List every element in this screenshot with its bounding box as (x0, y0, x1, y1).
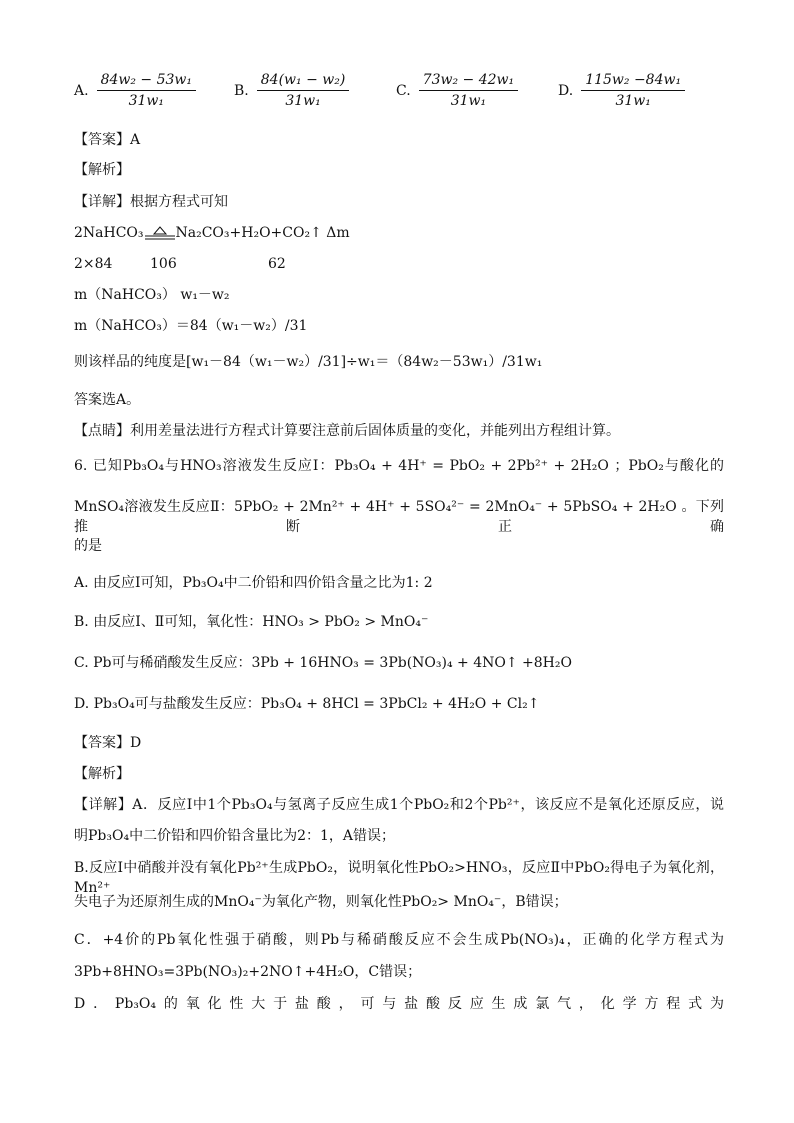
q5-equation (74, 223, 350, 243)
q6-option-a: A. 由反应Ⅰ可知，Pb₃O₄中二价铅和四价铅含量之比为1: 2 (74, 575, 433, 591)
q5-choice: 答案选A。 (74, 392, 141, 408)
option-b-label: B. (234, 82, 249, 99)
option-b-denominator: 31w₁ (285, 93, 321, 109)
option-a (74, 70, 196, 111)
q6-detail-c-line2: 3Pb+8HNO₃=3Pb(NO₃)₂+2NO↑+4H₂O，C错误； (74, 964, 422, 980)
q6-option-d: D. Pb₃O₄可与盐酸发生反应：Pb₃O₄ + 8HCl = 3PbCl₂ + 4H₂O + Cl₂↑ (74, 696, 540, 712)
option-c-numerator: 73w₂ − 42w₁ (419, 70, 518, 91)
q6-detail-b-line2: 失电子为还原剂生成的MnO₄⁻为氧化产物，则氧化性PbO₂> MnO₄⁻，B错误； (74, 894, 568, 910)
option-d-denominator: 31w₁ (615, 93, 651, 109)
option-d-numerator: 115w₂ −84w₁ (581, 70, 685, 91)
q6-detail-b-line1: B.反应Ⅰ中硝酸并没有氧化Pb²⁺生成PbO₂，说明氧化性PbO₂>HNO₃，反应Ⅱ中PbO₂得电子为氧化剂，Mn²⁺ (74, 860, 724, 896)
q6-option-b: B. 由反应Ⅰ、Ⅱ可知，氧化性：HNO₃ > PbO₂ > MnO₄⁻ (74, 614, 429, 630)
q5-analysis-heading: 【解析】 (74, 162, 130, 178)
q5-mass-result: m（NaHCO₃）＝84（w₁－w₂）/31 (74, 318, 308, 334)
equation-reactant: 2NaHCO₃ (74, 225, 144, 241)
q6-option-c: C. Pb可与稀硝酸发生反应：3Pb + 16HNO₃ = 3Pb(NO₃)₄ + 4NO↑ +8H₂O (74, 655, 572, 671)
option-a-denominator: 31w₁ (128, 93, 164, 109)
q5-detail-intro: 【详解】根据方程式可知 (74, 194, 228, 210)
q5-purity: 则该样品的纯度是[w₁－84（w₁－w₂）/31]÷w₁＝（84w₂－53w₁）/31w₁ (74, 354, 543, 370)
coef-delta-m: 62 (268, 256, 286, 272)
option-b (234, 70, 349, 111)
option-c-label: C. (396, 82, 411, 99)
q6-analysis-heading: 【解析】 (74, 766, 130, 782)
option-b-fraction (257, 70, 350, 111)
q6-stem-line1: 6. 已知Pb₃O₄与HNO₃溶液发生反应Ⅰ：Pb₃O₄ + 4H⁺ = PbO₂ + 2Pb²⁺ + 2H₂O ；PbO₂与酸化的 (74, 458, 724, 474)
q6-answer: 【答案】D (74, 735, 142, 751)
q6-detail-a-line1: 【详解】A．反应Ⅰ中1个Pb₃O₄与氢离子反应生成1个PbO₂和2个Pb²⁺，该反应不是氧化还原反应，说 (74, 797, 724, 813)
option-d-fraction (581, 70, 685, 111)
coef-nahco3: 2×84 (74, 256, 113, 272)
heat-condition-icon (144, 226, 176, 240)
option-d (558, 70, 685, 111)
q6-stem-line2: MnSO₄溶液发生反应Ⅱ：5PbO₂ + 2Mn²⁺ + 4H⁺ + 5SO₄²⁻ = 2MnO₄⁻ + 5PbSO₄ + 2H₂O 。下列推断正确 (74, 499, 724, 535)
coef-na2co3: 106 (150, 256, 177, 272)
option-a-numerator: 84w₂ − 53w₁ (97, 70, 196, 91)
q6-detail-d-line1: D．Pb₃O₄的氧化性大于盐酸，可与盐酸反应生成氯气，化学方程式为 (74, 996, 724, 1012)
q6-detail-a-line2: 明Pb₃O₄中二价铅和四价铅含量比为2：1，A错误； (74, 828, 396, 844)
option-a-label: A. (74, 82, 89, 99)
option-b-numerator: 84(w₁ − w₂) (257, 70, 350, 91)
q5-mass-relation: m（NaHCO₃） w₁－w₂ (74, 287, 230, 303)
q6-stem-line3: 的是 (74, 538, 102, 554)
q6-detail-c-line1: C．+4价的Pb氧化性强于硝酸，则Pb与稀硝酸反应不会生成Pb(NO₃)₄，正确的化学方程式为 (74, 932, 724, 948)
q5-comment: 【点睛】利用差量法进行方程式计算要注意前后固体质量的变化，并能列出方程组计算。 (74, 423, 620, 439)
option-c-denominator: 31w₁ (450, 93, 487, 109)
option-a-fraction (97, 70, 196, 111)
option-c (396, 70, 518, 111)
equation-products: Na₂CO₃+H₂O+CO₂↑ Δm (175, 225, 350, 241)
option-d-label: D. (558, 82, 574, 99)
option-c-fraction (419, 70, 518, 111)
q5-answer: 【答案】A (74, 132, 141, 148)
